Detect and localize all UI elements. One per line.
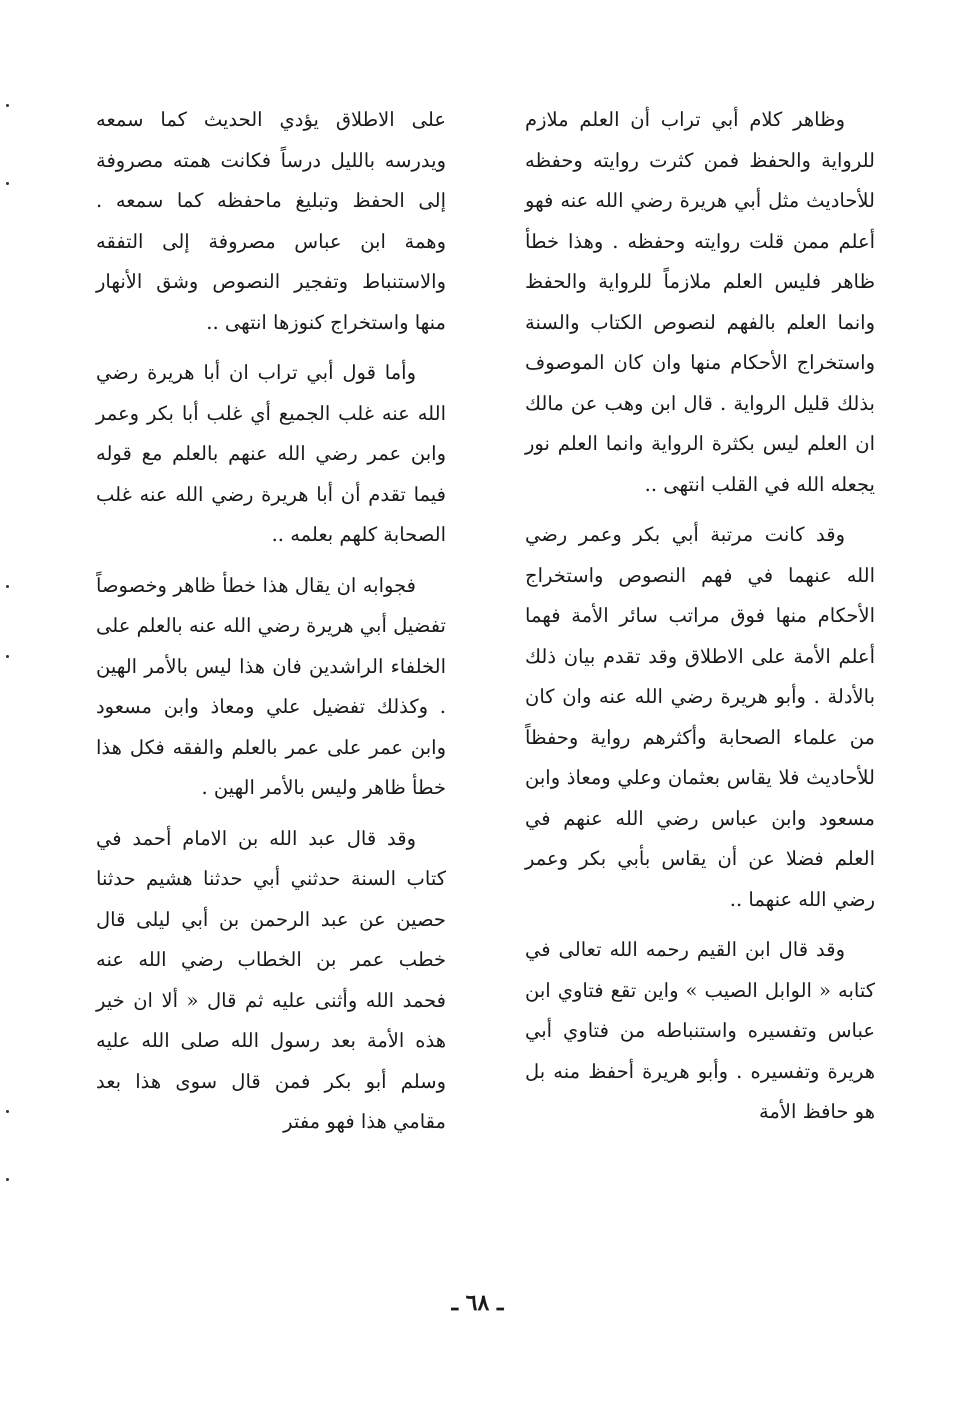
paragraph: فجوابه ان يقال هذا خطأ ظاهر وخصوصاً تفضيل أبي هريرة رضي الله عنه بالعلم على الخلفاء الراشدين فان هذا ليس بالأمر الهين . وكذلك تفضيل علي ومعاذ وابن مسعود وابن عمر على عمر بالعلم والفقه فكل هذا خطأ ظاهر وليس بالأمر الهين . <box>96 573 446 799</box>
margin-mark <box>6 1110 9 1113</box>
margin-mark <box>6 104 9 107</box>
paragraph: وأما قول أبي تراب ان أبا هريرة رضي الله عنه غلب الجميع أي غلب أبا بكر وعمر وابن عمر رضي الله عنهم بالعلم مع قوله فيما تقدم أن أبا هريرة رضي الله عنه غلب الصحابة كلهم بعلمه .. <box>96 361 446 546</box>
margin-mark <box>6 182 9 185</box>
paragraph: وظاهر كلام أبي تراب أن العلم ملازم للرواية والحفظ فمن كثرت روايته وحفظه للأحاديث مثل أبي هريرة رضي الله عنه فهو أعلم ممن قلت روايته وحفظه . وهذا خطأ ظاهر فليس العلم ملازماً للرواية والحفظ وانما العلم بالفهم لنصوص الكتاب والسنة واستخراج الأحكام منها وان كان الموصوف بذلك قليل الرواية . قال ابن وهب عن مالك ان العلم ليس بكثرة الرواية وانما العلم نور يجعله الله في القلب انتهى .. <box>525 108 875 496</box>
right-text-column <box>525 100 875 1143</box>
margin-mark <box>6 1178 9 1181</box>
margin-mark <box>6 585 9 588</box>
paragraph: وقد قال عبد الله بن الامام أحمد في كتاب السنة حدثني أبي حدثنا هشيم حدثنا حصين عن عبد الرحمن بن أبي ليلى قال خطب عمر بن الخطاب رضي الله عنه فحمد الله وأثنى عليه ثم قال « ألا ان خير هذه الأمة بعد رسول الله صلى الله عليه وسلم أبو بكر فمن قال سوى هذا بعد مقامي هذا فهو مفتر <box>96 826 446 1133</box>
margin-mark <box>6 655 9 658</box>
left-text-column <box>96 100 446 1153</box>
paragraph: وقد قال ابن القيم رحمه الله تعالى في كتابه « الوابل الصيب » واين تقع فتاوي ابن عباس وتفسيره واستنباطه من فتاوي أبي هريرة وتفسيره . وأبو هريرة أحفظ منه بل هو حافظ الأمة <box>525 938 875 1123</box>
paragraph: على الاطلاق يؤدي الحديث كما سمعه ويدرسه بالليل درساً فكانت همته مصروفة إلى الحفظ وتبليغ ماحفظه كما سمعه . وهمة ابن عباس مصروفة إلى التفقه والاستنباط وتفجير النصوص وشق الأنهار منها واستخراج كنوزها انتهى .. <box>96 108 446 334</box>
page-number: ـ ٦٨ ـ <box>451 1290 504 1316</box>
paragraph: وقد كانت مرتبة أبي بكر وعمر رضي الله عنهما في فهم النصوص واستخراج الأحكام منها فوق مراتب سائر الأمة فهما أعلم الأمة على الاطلاق وقد تقدم بيان ذلك بالأدلة . وأبو هريرة رضي الله عنه وان كان من علماء الصحابة وأكثرهم رواية وحفظاً للأحاديث فلا يقاس بعثمان وعلي ومعاذ وابن مسعود وابن عباس رضي الله عنهم في العلم فضلا عن أن يقاس بأبي بكر وعمر رضي الله عنهما .. <box>525 523 875 911</box>
